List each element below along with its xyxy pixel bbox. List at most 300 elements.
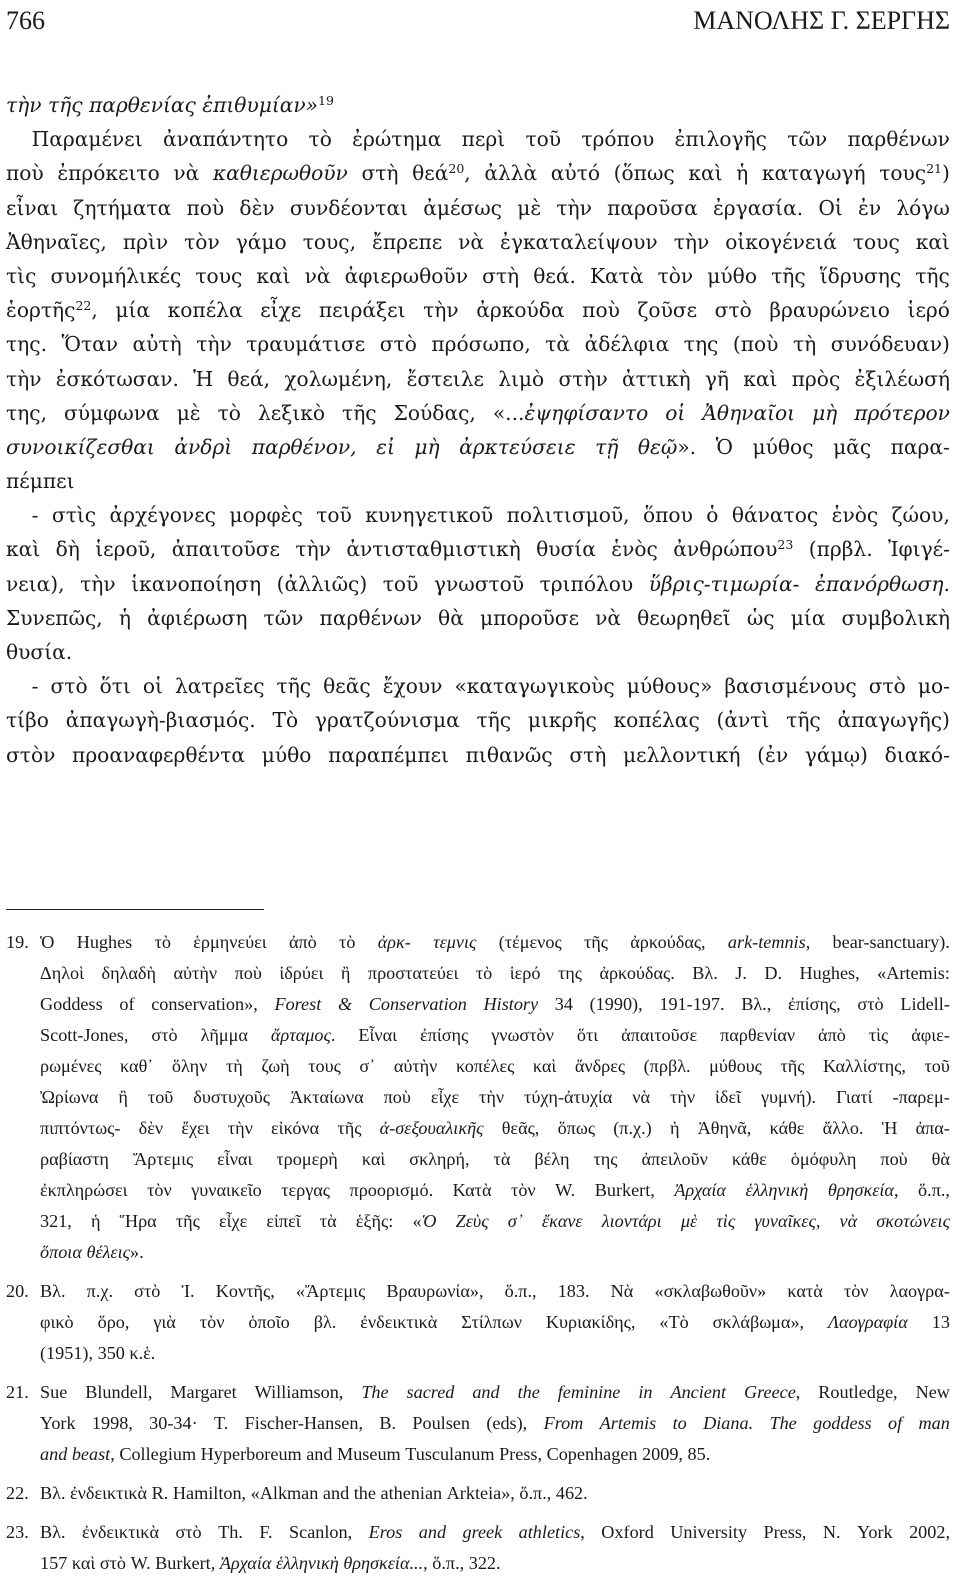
word [219, 1206, 247, 1237]
text: Ἡ [881, 1118, 898, 1138]
word [736, 156, 748, 190]
word [40, 1548, 72, 1579]
text: 13 [931, 1312, 950, 1332]
italic-text: μὲ [680, 1211, 698, 1231]
word [896, 191, 949, 225]
footnote-indent [6, 1548, 40, 1579]
text: καὶ [743, 366, 778, 391]
word [551, 156, 600, 190]
word [214, 1408, 228, 1439]
footnote-ref: 22 [75, 298, 92, 314]
text: Scott-Jones, [40, 1025, 129, 1045]
word [621, 1020, 697, 1051]
text: γνωστὸν [491, 1025, 554, 1045]
word [498, 362, 544, 396]
text: τὸν [511, 1180, 536, 1200]
word [147, 1175, 172, 1206]
text: bear-sanctuary). [832, 932, 950, 952]
text: Margaret [170, 1382, 237, 1402]
word [129, 1338, 155, 1369]
word [833, 927, 950, 958]
word [394, 1051, 438, 1082]
word [89, 88, 202, 122]
text: and [322, 1483, 350, 1503]
word [484, 156, 537, 190]
text: ἀνθρώπου [673, 537, 778, 562]
word [423, 293, 459, 327]
text: J. [735, 963, 747, 983]
word [602, 1206, 662, 1237]
word [787, 1276, 822, 1307]
text: Ἀθηναῖες, [6, 229, 107, 254]
word [174, 958, 218, 989]
text: γάμο [235, 229, 287, 254]
word [383, 567, 419, 601]
text: στὸ [99, 1553, 127, 1573]
footnote-line [6, 1113, 950, 1144]
text: γρατζούνισμα [314, 708, 460, 733]
text: ἀττικὴ [622, 366, 691, 391]
text: κοπέλες [455, 1056, 515, 1076]
text: Ἀθηνᾶ, [697, 1118, 752, 1138]
word [342, 396, 377, 430]
text: conservation», [151, 994, 258, 1014]
footnote-text [40, 1517, 950, 1548]
italic-text: ἐπανόρθωση [815, 571, 944, 596]
word [131, 1548, 156, 1579]
footnote-line [6, 1307, 950, 1338]
text: Sue [40, 1382, 68, 1402]
text: μελλοντική [623, 742, 741, 767]
word [328, 738, 449, 772]
word [780, 1051, 804, 1082]
word [320, 601, 422, 635]
word [733, 327, 779, 361]
word [172, 532, 280, 566]
italic-text: Eros [368, 1522, 403, 1542]
footnote-ref: 19 [318, 93, 334, 109]
text: ὅ.π., [432, 1553, 465, 1573]
italic-text: ἐπιθυμίαν» [202, 93, 319, 117]
word [854, 396, 950, 430]
word [823, 1517, 841, 1548]
word [812, 396, 837, 430]
italic-text: and [418, 1522, 447, 1542]
text: Goddess [40, 994, 103, 1014]
word [637, 293, 697, 327]
word [6, 464, 75, 498]
word [536, 532, 596, 566]
text: ἐν [858, 195, 882, 220]
word [176, 1206, 200, 1237]
word [744, 1377, 800, 1408]
word [216, 1276, 275, 1307]
word [380, 327, 417, 361]
word [358, 1020, 397, 1051]
text: τὸ [308, 127, 332, 152]
text: τους [879, 161, 927, 186]
text: Ἥρα [119, 1211, 157, 1231]
text: «σκλαβωθοῦν» [654, 1281, 767, 1301]
text: παραπέμπει [328, 742, 449, 767]
word [316, 498, 352, 532]
text: the [353, 1483, 376, 1503]
word [916, 225, 950, 259]
text: παρθένων [847, 127, 950, 152]
text-line [6, 498, 950, 532]
text-line [6, 122, 950, 156]
italic-text: Forest [274, 994, 322, 1014]
word [409, 1144, 469, 1175]
text: «Τὸ [659, 1312, 689, 1332]
word [590, 989, 643, 1020]
word [728, 927, 810, 958]
text: ». [130, 1242, 144, 1262]
text: τριπόλου [539, 571, 634, 596]
word [365, 498, 493, 532]
word [793, 327, 816, 361]
word [308, 1051, 341, 1082]
text: ποὺ [186, 195, 225, 220]
word [670, 1113, 680, 1144]
word [888, 1408, 902, 1439]
footnote-indent [6, 1051, 40, 1082]
text: ἐσκότωσαν. [55, 366, 179, 391]
text: ρωμένες [40, 1056, 102, 1076]
text: ἐρώτημα [352, 127, 442, 152]
footnote-indent [6, 1237, 40, 1268]
text: W. [130, 1553, 151, 1573]
text-line [6, 156, 950, 190]
italic-text: to [672, 1413, 687, 1433]
text: 85. [687, 1444, 711, 1464]
word [133, 327, 182, 361]
word [195, 259, 242, 293]
text: , [110, 1444, 115, 1464]
footnote-line [6, 1276, 950, 1307]
text: προστατεύει [367, 963, 459, 983]
text: κατὰ [787, 1281, 823, 1301]
word [261, 1051, 289, 1082]
text: προαναφερθέντα [72, 742, 246, 767]
word [507, 498, 630, 532]
text-line [6, 532, 950, 566]
word [407, 362, 484, 396]
word [724, 669, 856, 703]
italic-text: Ἀθηναῖοι [702, 400, 796, 425]
text: ἀρκούδας. [599, 963, 675, 983]
word [575, 1051, 625, 1082]
word [715, 1082, 741, 1113]
word [491, 1020, 554, 1051]
text: ἄνδρες [574, 1056, 626, 1076]
text: θεά, [227, 366, 271, 391]
word [305, 259, 331, 293]
text: αὐτὴ [132, 332, 182, 357]
text: πειράξει [318, 298, 406, 323]
text: τῆς [786, 708, 821, 733]
word [323, 1478, 354, 1509]
text: ποὺ [582, 298, 620, 323]
text: (ἐν [757, 742, 789, 767]
word [741, 989, 771, 1020]
italic-text: ἄρταμος [270, 1025, 331, 1045]
text: στὸ [379, 332, 417, 357]
word [6, 191, 58, 225]
text: , [805, 932, 811, 952]
text-line [6, 191, 950, 225]
word [764, 1517, 807, 1548]
text: τὸν [657, 263, 694, 288]
text: «Ἄρτεμις [295, 1281, 366, 1301]
word [613, 1113, 651, 1144]
text: λόγω [896, 195, 950, 220]
text: Arkteia», [446, 1483, 515, 1503]
word [670, 1377, 726, 1408]
word [289, 927, 317, 958]
word [296, 1276, 365, 1307]
word [100, 669, 131, 703]
word [218, 396, 241, 430]
italic-text: μὴ [414, 434, 440, 459]
footnote-line [6, 1175, 950, 1206]
word [40, 1020, 128, 1051]
text: Fischer-Hansen, [244, 1413, 363, 1433]
text: στὸ [868, 674, 906, 699]
word [673, 1408, 687, 1439]
text: , [580, 1522, 585, 1542]
word [659, 1307, 688, 1338]
word [40, 1237, 86, 1268]
word [469, 1548, 501, 1579]
footnote-indent [6, 1408, 40, 1439]
word [381, 1478, 447, 1509]
word [720, 1020, 795, 1051]
text: χολωμένη, [284, 366, 393, 391]
word [433, 927, 476, 958]
text-line [6, 567, 950, 601]
word [858, 191, 881, 225]
word [622, 362, 691, 396]
word [181, 1113, 209, 1144]
text: ἀπαγωγῆς) [837, 708, 950, 733]
word [434, 567, 524, 601]
word [57, 156, 159, 190]
text: Βραυρωνία», [386, 1281, 484, 1301]
footnote-line [6, 927, 950, 958]
footnote-ref: 20 [448, 161, 465, 177]
text: καθ᾽ [120, 1056, 154, 1076]
text: ἀπὸ [288, 932, 317, 952]
text: ἱερό [509, 963, 541, 983]
italic-text: sacred [406, 1382, 455, 1402]
text: of [119, 994, 135, 1014]
word [213, 156, 348, 190]
text: θεᾶς, [501, 1118, 540, 1138]
text: παρθενίαν [720, 1025, 796, 1045]
text: θεωρηθεῖ [637, 605, 731, 630]
italic-text: παρθένον, [251, 434, 357, 459]
text: καὶ [361, 1149, 386, 1169]
word [246, 327, 365, 361]
text: Poulsen [412, 1413, 470, 1433]
text: προορισμό. [349, 1180, 434, 1200]
text: ἑρμηνεύει [193, 932, 267, 952]
footnote-indent [6, 1338, 40, 1369]
text: τῆς [780, 1056, 805, 1076]
text: καταγωγή [761, 161, 866, 186]
text: τῆς [337, 1118, 362, 1138]
text: τὸ [339, 932, 356, 952]
text: ἀμέσως [423, 195, 502, 220]
text: ζοῦσε [637, 298, 698, 323]
word [85, 1377, 152, 1408]
word [383, 669, 443, 703]
text: σύμφωνα [64, 400, 160, 425]
word [220, 1548, 276, 1579]
italic-text: ἀρκ- [377, 932, 411, 952]
text: (ἀλλιῶς) [276, 571, 368, 596]
word [842, 601, 950, 635]
word [338, 989, 352, 1020]
text: καὶ [915, 229, 950, 254]
footnote-line [6, 1237, 950, 1268]
text: στὸ [857, 994, 884, 1014]
text: . [943, 571, 950, 596]
text: κοπέλα [167, 298, 243, 323]
text: Hyperboreum [200, 1444, 302, 1464]
text: ἀρχέγονες [109, 503, 216, 528]
word [262, 738, 312, 772]
text: παροῦσα [607, 195, 698, 220]
text: πρὸς [791, 366, 841, 391]
italic-text: καθιερωθοῦν [212, 161, 348, 186]
word [753, 430, 814, 464]
word [6, 88, 48, 122]
word [595, 601, 621, 635]
text: κ.ἑ. [129, 1343, 156, 1363]
word [77, 927, 133, 958]
word [462, 122, 506, 156]
word [499, 1439, 547, 1470]
text: λῆμμα [200, 1025, 248, 1045]
word [386, 1276, 483, 1307]
word [762, 156, 866, 190]
text: δὴ [55, 537, 80, 562]
word [314, 1307, 337, 1338]
word [601, 1517, 654, 1548]
word [499, 927, 562, 958]
text: τὴν [423, 298, 459, 323]
text [6, 674, 32, 698]
text: Ὅταν [61, 332, 119, 357]
text: τύχη-ἀτυχία [524, 1087, 613, 1107]
text: ποὺ [234, 963, 262, 983]
word [175, 1517, 201, 1548]
word [151, 989, 258, 1020]
footnote-number: 20. [6, 1281, 29, 1301]
text: στὸ [50, 674, 88, 699]
word [703, 1408, 753, 1439]
text: τὴ [792, 332, 817, 357]
word [717, 703, 770, 737]
word [924, 1051, 949, 1082]
footnote-line [6, 1082, 950, 1113]
text: τεργας [281, 1180, 331, 1200]
word [40, 1439, 72, 1470]
text: ) [942, 161, 950, 186]
italic-text: Ἀρχαία [674, 1180, 726, 1200]
italic-text: Ζεὺς [455, 1211, 489, 1231]
text: Tusculanum [405, 1444, 495, 1464]
word [319, 293, 406, 327]
text: 321, [40, 1211, 72, 1231]
word [277, 567, 368, 601]
word [255, 1377, 344, 1408]
word [556, 1478, 588, 1509]
text: Ἡ [193, 366, 214, 391]
word [607, 191, 698, 225]
word [525, 122, 561, 156]
word [681, 1206, 697, 1237]
word [558, 958, 582, 989]
word [134, 1276, 160, 1307]
text: τὸ [154, 932, 171, 952]
word [869, 1020, 888, 1051]
word [378, 927, 411, 958]
text: ἐκπληρώσει [40, 1180, 128, 1200]
word [882, 1113, 898, 1144]
text: ἢ [340, 963, 351, 983]
footnote-text [40, 1113, 950, 1144]
word [284, 362, 392, 396]
text: τὸν [199, 1312, 225, 1332]
text: ὡς [746, 605, 775, 630]
italic-text: Λαογραφία [828, 1312, 908, 1332]
text: University [670, 1522, 748, 1542]
word [252, 430, 357, 464]
text: δυστυχοῦς [193, 1087, 270, 1107]
text: τρόπου [581, 127, 655, 152]
word [119, 989, 134, 1020]
word [823, 1051, 906, 1082]
word [818, 1377, 897, 1408]
text: Oxford [601, 1522, 654, 1542]
text: μία [115, 298, 151, 323]
word [511, 1175, 536, 1206]
footnote-number: 19. [6, 932, 29, 952]
text: τῆς [583, 932, 608, 952]
text: βέλη [534, 1149, 570, 1169]
text: ποὺ [6, 161, 44, 186]
text: τρομερὴ [276, 1149, 338, 1169]
word [152, 1478, 173, 1509]
word [115, 293, 150, 327]
italic-text: θέλεις [86, 1242, 131, 1262]
italic-text: Ἀρχαία [219, 1553, 272, 1573]
text: δὲν [239, 195, 275, 220]
word [893, 1082, 950, 1113]
word [384, 1082, 411, 1113]
word [643, 498, 693, 532]
text: στὴ [569, 742, 607, 767]
text: γιὰ [153, 1312, 176, 1332]
word [909, 1517, 950, 1548]
word [916, 1377, 950, 1408]
word [466, 738, 553, 772]
italic-text: λιοντάρι [601, 1211, 662, 1231]
word [500, 225, 658, 259]
